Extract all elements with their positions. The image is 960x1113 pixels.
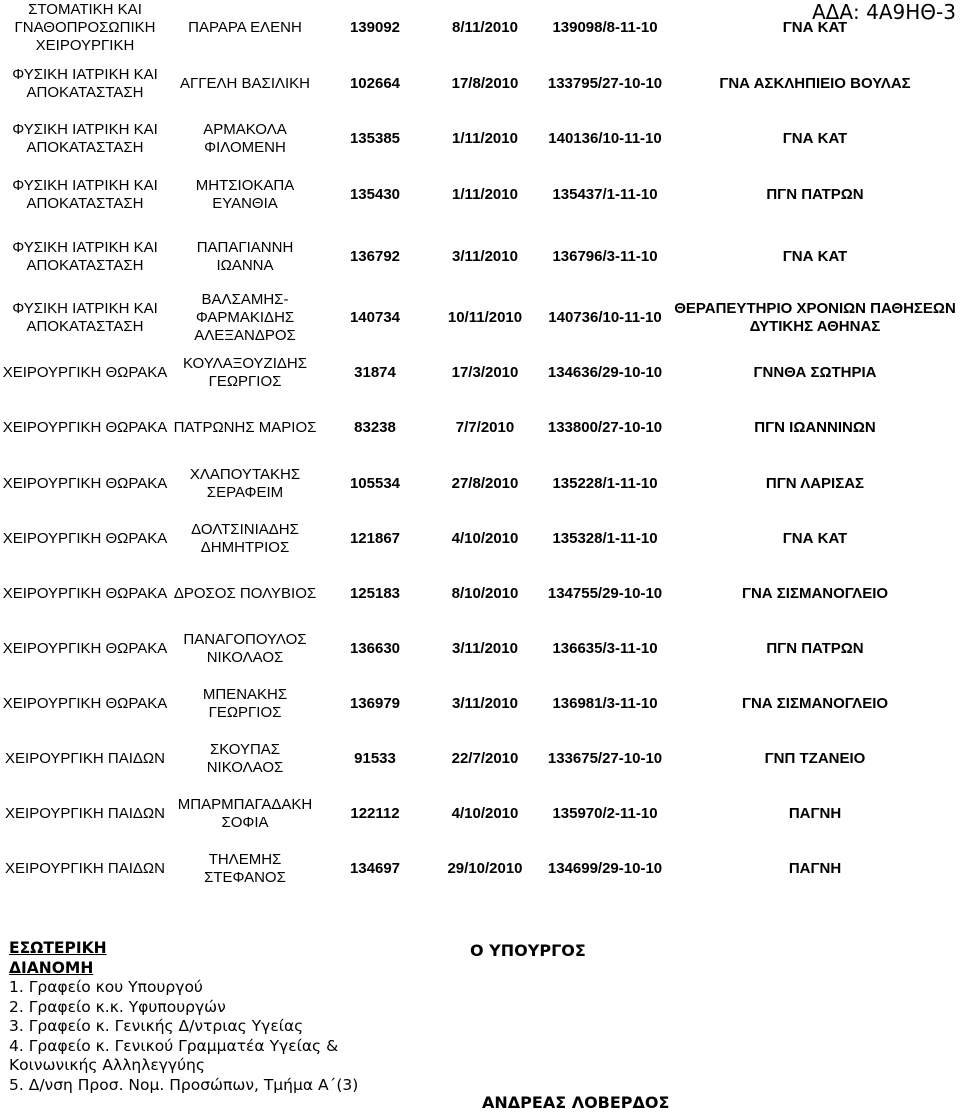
cell-date: 4/10/2010 — [451, 529, 519, 547]
cell-name: ΑΓΓΕΛΗ ΒΑΣΙΛΙΚΗ — [179, 74, 311, 92]
table-row — [0, 111, 960, 167]
table-row — [0, 731, 960, 786]
table-row — [0, 56, 960, 111]
cell-protocol: 83238 — [354, 419, 396, 436]
cell-name: ΠΑΠΑΓΙΑΝΝΗ ΙΩΑΝΝΑ — [196, 238, 294, 274]
cell-specialty: ΦΥΣΙΚΗ ΙΑΤΡΙΚΗ ΚΑΙ ΑΠΟΚΑΤΑΣΤΑΣΗ — [12, 238, 158, 274]
cell-date: 3/11/2010 — [452, 247, 518, 265]
cell-ref: 140136/10-11-10 — [548, 130, 662, 147]
cell-specialty: ΧΕΙΡΟΥΡΓΙΚΗ ΠΑΙΔΩΝ — [5, 860, 165, 877]
table-row — [0, 290, 960, 345]
cell-ref: 135437/1-11-10 — [552, 186, 658, 203]
cell-specialty: ΧΕΙΡΟΥΡΓΙΚΗ ΘΩΡΑΚΑ — [2, 639, 168, 657]
cell-protocol: 135430 — [349, 186, 401, 203]
cell-ref: 136981/3-11-10 — [552, 694, 658, 712]
table-row — [0, 223, 960, 290]
cell-destination: ΠΑΓΝΗ — [788, 860, 842, 877]
table-row — [0, 345, 960, 400]
cell-protocol: 139092 — [349, 19, 401, 36]
cell-specialty: ΧΕΙΡΟΥΡΓΙΚΗ ΘΩΡΑΚΑ — [2, 419, 168, 436]
cell-destination: ΓΝΑ ΚΑΤ — [782, 130, 848, 147]
distribution-item: 4. Γραφείο κ. Γενικού Γραμματέα Υγείας & Κοινωνικής Αλληλεγγύης — [9, 1036, 339, 1074]
cell-protocol: 91533 — [354, 749, 396, 767]
cell-name: ΠΑΝΑΓΟΠΟΥΛΟΣ ΝΙΚΟΛΑΟΣ — [183, 630, 307, 666]
cell-specialty: ΦΥΣΙΚΗ ΙΑΤΡΙΚΗ ΚΑΙ ΑΠΟΚΑΤΑΣΤΑΣΗ — [12, 177, 158, 212]
cell-date: 8/11/2010 — [452, 19, 518, 36]
cell-destination: ΓΝΑ ΣΙΣΜΑΝΟΓΛΕΙΟ — [741, 584, 889, 602]
cell-date: 10/11/2010 — [447, 308, 523, 326]
distribution-title: ΕΣΩΤΕΡΙΚΗ ΔΙΑΝΟΜΗ — [9, 939, 107, 977]
cell-specialty: ΦΥΣΙΚΗ ΙΑΤΡΙΚΗ ΚΑΙ ΑΠΟΚΑΤΑΣΤΑΣΗ — [12, 299, 158, 335]
cell-ref: 134636/29-10-10 — [547, 363, 663, 381]
cell-date: 4/10/2010 — [451, 804, 519, 822]
cell-name: ΣΚΟΥΠΑΣ ΝΙΚΟΛΑΟΣ — [206, 740, 284, 776]
cell-name: ΒΑΛΣΑΜΗΣ-ΦΑΡΜΑΚΙΔΗΣ ΑΛΕΞΑΝΔΡΟΣ — [194, 290, 296, 344]
cell-name: ΧΛΑΠΟΥΤΑΚΗΣ ΣΕΡΑΦΕΙΜ — [189, 465, 301, 501]
cell-date: 22/7/2010 — [451, 749, 519, 767]
cell-ref: 140736/10-11-10 — [548, 308, 662, 326]
cell-specialty: ΧΕΙΡΟΥΡΓΙΚΗ ΘΩΡΑΚΑ — [2, 474, 168, 492]
cell-name: ΔΡΟΣΟΣ ΠΟΛΥΒΙΟΣ — [173, 584, 317, 602]
cell-date: 1/11/2010 — [452, 186, 518, 203]
cell-date: 17/8/2010 — [451, 74, 519, 92]
internal-distribution — [9, 939, 449, 1095]
table-row — [0, 566, 960, 621]
cell-destination: ΓΝΑ ΑΣΚΛΗΠΙΕΙΟ ΒΟΥΛΑΣ — [719, 74, 911, 92]
table-row — [0, 786, 960, 841]
cell-destination: ΓΝΑ ΚΑΤ — [782, 529, 848, 547]
table-row — [0, 400, 960, 456]
cell-ref: 136796/3-11-10 — [552, 247, 658, 265]
table-row — [0, 621, 960, 676]
minister-name: ΑΝΔΡΕΑΣ ΛΟΒΕΡΔΟΣ — [482, 1093, 670, 1112]
cell-date: 27/8/2010 — [451, 474, 519, 492]
cell-specialty: ΧΕΙΡΟΥΡΓΙΚΗ ΘΩΡΑΚΑ — [2, 694, 168, 712]
cell-ref: 134699/29-10-10 — [547, 860, 663, 877]
cell-destination: ΓΝΑ ΚΑΤ — [782, 19, 848, 36]
cell-date: 1/11/2010 — [452, 130, 518, 147]
cell-destination: ΓΝΝΘΑ ΣΩΤΗΡΙΑ — [753, 363, 877, 381]
cell-ref: 135328/1-11-10 — [552, 529, 658, 547]
cell-specialty: ΧΕΙΡΟΥΡΓΙΚΗ ΠΑΙΔΩΝ — [5, 804, 165, 822]
cell-ref: 135970/2-11-10 — [552, 804, 658, 822]
cell-destination: ΓΝΠ ΤΖΑΝΕΙΟ — [764, 749, 866, 767]
cell-specialty: ΣΤΟΜΑΤΙΚΗ ΚΑΙ ΓΝΑΘΟΠΡΟΣΩΠΙΚΗ ΧΕΙΡΟΥΡΓΙΚΗ — [14, 1, 156, 54]
cell-date: 3/11/2010 — [452, 639, 518, 657]
cell-name: ΜΗΤΣΙΟΚΑΠΑ ΕΥΑΝΘΙΑ — [195, 177, 295, 212]
cell-protocol: 102664 — [349, 74, 401, 92]
cell-protocol: 31874 — [354, 363, 396, 381]
cell-specialty: ΧΕΙΡΟΥΡΓΙΚΗ ΘΩΡΑΚΑ — [2, 584, 168, 602]
distribution-item: 5. Δ/νση Προσ. Νομ. Προσώπων, Τμήμα Α΄(3) — [9, 1075, 359, 1094]
distribution-item: 3. Γραφείο κ. Γενικής Δ/ντριας Υγείας — [9, 1017, 304, 1035]
table-row — [0, 456, 960, 511]
cell-protocol: 122112 — [350, 804, 400, 822]
cell-date: 7/7/2010 — [455, 419, 515, 436]
minister-title: Ο ΥΠΟΥΡΓΟΣ — [470, 941, 586, 960]
cell-date: 8/10/2010 — [451, 584, 519, 602]
cell-destination: ΠΓΝ ΠΑΤΡΩΝ — [766, 639, 864, 657]
cell-date: 29/10/2010 — [447, 860, 523, 877]
cell-specialty: ΧΕΙΡΟΥΡΓΙΚΗ ΘΩΡΑΚΑ — [2, 363, 168, 381]
cell-name: ΚΟΥΛΑΞΟΥΖΙΔΗΣ ΓΕΩΡΓΙΟΣ — [182, 354, 308, 390]
cell-name: ΑΡΜΑΚΟΛΑ ΦΙΛΟΜΕΝΗ — [203, 121, 287, 156]
cell-name: ΠΑΡΑΡΑ ΕΛΕΝΗ — [188, 19, 302, 36]
cell-protocol: 134697 — [349, 860, 401, 877]
cell-destination: ΓΝΑ ΣΙΣΜΑΝΟΓΛΕΙΟ — [741, 694, 889, 712]
cell-date: 3/11/2010 — [452, 694, 518, 712]
table-row — [0, 841, 960, 897]
cell-specialty: ΧΕΙΡΟΥΡΓΙΚΗ ΘΩΡΑΚΑ — [2, 529, 168, 547]
cell-destination: ΠΓΝ ΙΩΑΝΝΙΝΩΝ — [754, 419, 876, 436]
cell-destination: ΠΓΝ ΠΑΤΡΩΝ — [766, 186, 864, 203]
cell-protocol: 135385 — [349, 130, 401, 147]
cell-name: ΤΗΛΕΜΗΣ ΣΤΕΦΑΝΟΣ — [204, 851, 286, 886]
cell-name: ΜΠΑΡΜΠΑΓΑΔΑΚΗ ΣΟΦΙΑ — [177, 795, 313, 831]
cell-protocol: 136979 — [349, 694, 401, 712]
table-row — [0, 676, 960, 731]
cell-ref: 133795/27-10-10 — [547, 74, 663, 92]
table-row — [0, 0, 960, 56]
cell-ref: 136635/3-11-10 — [552, 639, 658, 657]
cell-ref: 133675/27-10-10 — [547, 749, 663, 767]
table-row — [0, 167, 960, 223]
cell-ref: 135228/1-11-10 — [552, 474, 658, 492]
cell-ref: 133800/27-10-10 — [547, 419, 663, 436]
cell-specialty: ΦΥΣΙΚΗ ΙΑΤΡΙΚΗ ΚΑΙ ΑΠΟΚΑΤΑΣΤΑΣΗ — [12, 65, 158, 101]
cell-ref: 139098/8-11-10 — [552, 19, 658, 36]
cell-name: ΔΟΛΤΣΙΝΙΑΔΗΣ ΔΗΜΗΤΡΙΟΣ — [191, 520, 299, 556]
cell-specialty: ΧΕΙΡΟΥΡΓΙΚΗ ΠΑΙΔΩΝ — [5, 749, 165, 767]
cell-protocol: 105534 — [349, 474, 401, 492]
distribution-item: 2. Γραφείο κ.κ. Υφυπουργών — [9, 997, 226, 1016]
cell-destination: ΠΓΝ ΛΑΡΙΣΑΣ — [765, 474, 865, 492]
cell-specialty: ΦΥΣΙΚΗ ΙΑΤΡΙΚΗ ΚΑΙ ΑΠΟΚΑΤΑΣΤΑΣΗ — [12, 121, 158, 156]
cell-name: ΠΑΤΡΩΝΗΣ ΜΑΡΙΟΣ — [173, 419, 317, 436]
cell-name: ΜΠΕΝΑΚΗΣ ΓΕΩΡΓΙΟΣ — [202, 685, 288, 721]
cell-ref: 134755/29-10-10 — [547, 584, 663, 602]
cell-destination: ΓΝΑ ΚΑΤ — [782, 247, 848, 265]
table-row — [0, 511, 960, 566]
cell-protocol: 121867 — [349, 529, 401, 547]
cell-destination: ΠΑΓΝΗ — [788, 804, 842, 822]
cell-protocol: 136630 — [349, 639, 401, 657]
document-code: ΑΔΑ: 4Α9ΗΘ-3 — [812, 0, 956, 24]
cell-date: 17/3/2010 — [451, 363, 519, 381]
cell-protocol: 140734 — [349, 308, 401, 326]
cell-protocol: 125183 — [349, 584, 401, 602]
cell-protocol: 136792 — [349, 247, 401, 265]
cell-destination: ΘΕΡΑΠΕΥΤΗΡΙΟ ΧΡΟΝΙΩΝ ΠΑΘΗΣΕΩΝ ΔΥΤΙΚΗΣ ΑΘΗΝΑΣ — [674, 299, 956, 335]
distribution-item: 1. Γραφείο κου Υπουργού — [9, 978, 203, 996]
